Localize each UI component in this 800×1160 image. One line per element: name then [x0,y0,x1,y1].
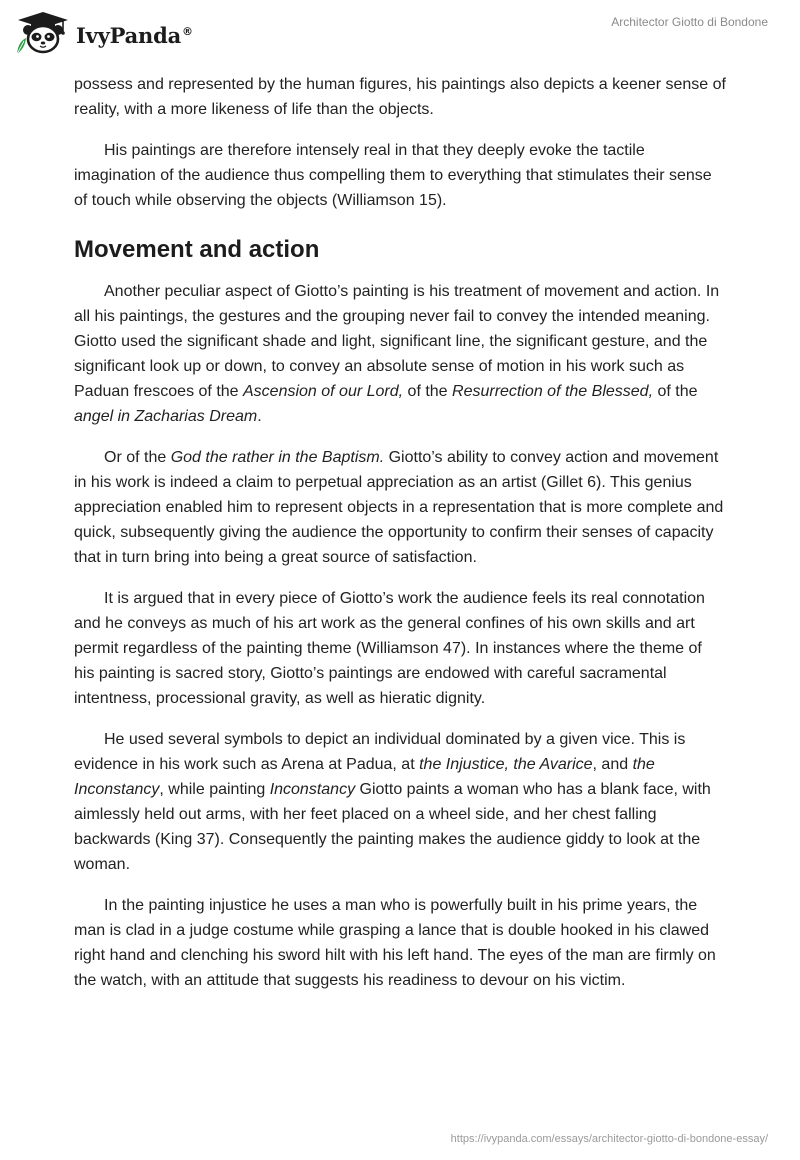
essay-content [74,72,726,1009]
page-header [0,0,800,70]
section-heading: Movement and action [74,236,320,263]
document-title: Architector Giotto di Bondone [611,15,768,29]
source-url[interactable]: https://ivypanda.com/essays/architector-giotto-di-bondone-essay/ [450,1133,768,1145]
paragraph: His paintings are therefore intensely real in that they deeply evoke the tactile imagination of the audience thus compelling them to everything that stimulates their sense of touch while observing the objects (Williamson 15). [74,142,712,209]
brand-name: IvyPanda® [76,22,193,48]
panda-graduate-icon [14,10,72,56]
paragraph: He used several symbols to depict an individual dominated by a given vice. This is evidence in his work such as Arena at Padua, at the Injustice, the Avarice, and the Inconstancy, while painting Inconstancy Giotto paints a woman who has a blank face, with aimlessly held out arms, with her feet placed on a wheel side, and her chest falling backwards (King 37). Consequently the painting makes the audience giddy to look at the woman. [74,731,711,873]
ivypanda-logo[interactable] [14,10,193,56]
paragraph: Another peculiar aspect of Giotto’s painting is his treatment of movement and action. In all his paintings, the gestures and the grouping never fail to convey the intended meaning. Giotto used the significant shade and light, significant line, the significant gesture, and the significant look up or down, to convey an absolute sense of motion in his work such as Paduan frescoes of the Ascension of our Lord, of the Resurrection of the Blessed, of the angel in Zacharias Dream. [74,283,720,425]
paragraph: It is argued that in every piece of Giotto’s work the audience feels its real connotation and he conveys as much of his art work as the general confines of his own skills and art permit regardless of the painting theme (Williamson 47). In instances where the theme of his painting is sacred story, Giotto’s paintings are endowed with careful sacramental intentness, processional gravity, as well as hieratic dignity. [74,590,705,707]
paragraph: In the painting injustice he uses a man who is powerfully built in his prime years, the man is clad in a judge costume while grasping a lance that is double hooked in his clawed right hand and clenching his sword hilt with his left hand. The eyes of the man are firmly on the watch, with an attitude that suggests his readiness to devour on his victim. [74,897,716,989]
paragraph: possess and represented by the human figures, his paintings also depicts a keener sense of reality, with a more likeness of life than the objects. [74,76,726,118]
paragraph: Or of the God the rather in the Baptism. Giotto’s ability to convey action and movement in his work is indeed a claim to perpetual appreciation as an artist (Gillet 6). This genius appreciation enabled him to represent objects in a representation that is more complete and quick, subsequently giving the audience the opportunity to confirm their senses of capacity that in turn bring into being a great source of satisfaction. [74,449,724,566]
